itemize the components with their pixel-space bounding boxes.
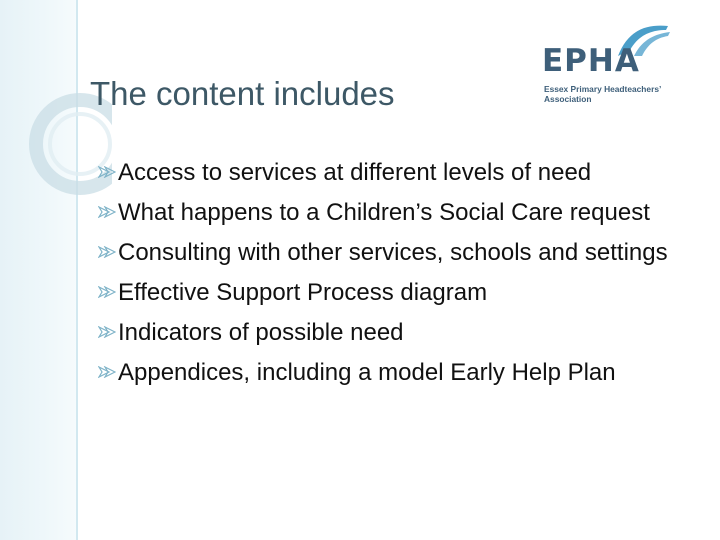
bullet-item — [98, 236, 698, 269]
bullet-item — [98, 156, 698, 189]
pointer-arrow-icon — [98, 206, 116, 218]
bullet-text: Consulting with other services, schools and settings — [118, 239, 668, 266]
side-panel — [0, 0, 78, 540]
bullet-text: Indicators of possible need — [118, 319, 404, 346]
bullet-text: Appendices, including a model Early Help Plan — [118, 359, 616, 386]
bullet-item — [98, 356, 698, 389]
side-divider — [76, 0, 78, 540]
bullet-list — [98, 156, 698, 396]
pointer-arrow-icon — [98, 366, 116, 378]
bullet-item — [98, 276, 698, 309]
bullet-text: What happens to a Children’s Social Care request — [118, 199, 650, 226]
pointer-arrow-icon — [98, 166, 116, 178]
epha-logo — [536, 20, 676, 112]
bullet-item — [98, 316, 698, 349]
bullet-item — [98, 196, 698, 229]
slide-title: The content includes — [90, 75, 395, 112]
pointer-arrow-icon — [98, 326, 116, 338]
bullet-text: Access to services at different levels of need — [118, 159, 592, 186]
pointer-arrow-icon — [98, 246, 116, 258]
pointer-arrow-icon — [98, 286, 116, 298]
logo-wordmark: EPHA — [542, 43, 640, 79]
logo-line-1: Essex Primary Headteachers’ — [544, 84, 662, 94]
logo-subtitle — [544, 85, 661, 104]
bullet-text: Effective Support Process diagram — [118, 279, 488, 306]
logo-line-2: Association — [544, 93, 592, 104]
